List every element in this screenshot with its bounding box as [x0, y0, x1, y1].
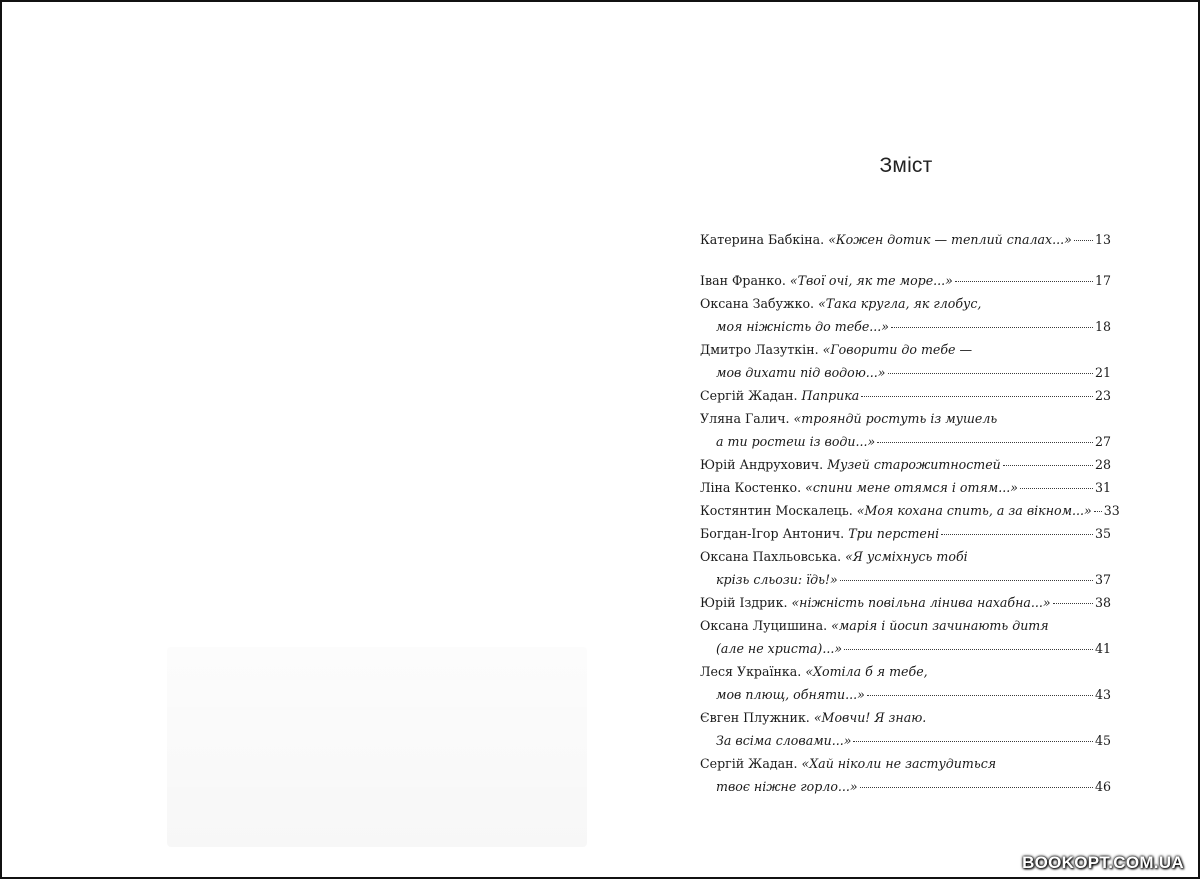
- entry-title: «Така кругла, як глобус,: [818, 296, 982, 311]
- entry-page-number: 28: [1094, 457, 1111, 472]
- toc-line: [700, 338, 1111, 361]
- dot-leader: [1094, 511, 1102, 512]
- entry-author: Сергій Жадан.: [700, 756, 798, 771]
- entry-author: Костянтин Москалець.: [700, 503, 853, 518]
- entry-page-number: 31: [1094, 480, 1111, 495]
- entry-author: Ліна Костенко.: [700, 480, 802, 495]
- entry-title: За всіма словами...»: [716, 733, 852, 748]
- entry-title: «Хотіла б я тебе,: [805, 664, 928, 679]
- entry-title: «ніжність повільна лінива нахабна...»: [791, 595, 1051, 610]
- entry-author: Юрій Андрухович.: [700, 457, 824, 472]
- entry-page-number: 46: [1094, 779, 1111, 794]
- entry-title: мов плющ, обняти...»: [716, 687, 865, 702]
- toc-line: [700, 361, 1111, 384]
- toc-line: [700, 315, 1111, 338]
- entry-title: Три перстені: [848, 526, 940, 541]
- dot-leader: [860, 787, 1093, 788]
- entry-author: Оксана Луцишина.: [700, 618, 828, 633]
- entry-title: твоє ніжне горло...»: [716, 779, 858, 794]
- dot-leader: [1020, 488, 1093, 489]
- entry-page-number: 35: [1094, 526, 1111, 541]
- toc-entry: [700, 338, 1111, 384]
- entry-title: «трояндй ростуть із мушель: [793, 411, 998, 426]
- toc-entry: [700, 453, 1111, 476]
- toc-line: [700, 453, 1111, 476]
- toc-line: [700, 269, 1111, 292]
- left-page: [2, 2, 600, 877]
- toc-line: [700, 729, 1111, 752]
- entry-title: моя ніжність до тебе...»: [716, 319, 889, 334]
- entry-title: Музей старожитностей: [827, 457, 1001, 472]
- entry-author: Катерина Бабкіна.: [700, 232, 825, 247]
- entry-page-number: 45: [1094, 733, 1111, 748]
- entry-author: Юрій Іздрик.: [700, 595, 788, 610]
- dot-leader: [844, 649, 1093, 650]
- toc-line: [700, 637, 1111, 660]
- entry-page-number: 33: [1103, 503, 1120, 518]
- toc-entry: [700, 292, 1111, 338]
- toc-line: [700, 683, 1111, 706]
- toc-entry: [700, 522, 1111, 545]
- entry-title: мов дихати під водою...»: [716, 365, 886, 380]
- toc-line: [700, 407, 1111, 430]
- dot-leader: [877, 442, 1093, 443]
- entry-title: (але не христа)...»: [716, 641, 843, 656]
- entry-title: а ти ростеш із води...»: [716, 434, 876, 449]
- toc-line: [700, 430, 1111, 453]
- entry-title: «Твої очі, як те море...»: [789, 273, 953, 288]
- entry-page-number: 17: [1094, 273, 1111, 288]
- entry-title: «Я усміхнусь тобі: [845, 549, 968, 564]
- entry-author: Оксана Забужко.: [700, 296, 815, 311]
- toc-line: [700, 292, 1111, 315]
- entry-author: Іван Франко.: [700, 273, 786, 288]
- toc-entry: [700, 476, 1111, 499]
- toc-line: [700, 568, 1111, 591]
- toc-line: [700, 476, 1111, 499]
- toc-line: [700, 545, 1111, 568]
- entry-title: «Хай ніколи не застудиться: [801, 756, 997, 771]
- toc-line: [700, 522, 1111, 545]
- toc-entry: [700, 614, 1111, 660]
- right-page: [600, 2, 1198, 877]
- dot-leader: [1053, 603, 1093, 604]
- toc-line: [700, 752, 1111, 775]
- toc-entry: [700, 660, 1111, 706]
- toc-entry: [700, 499, 1120, 522]
- toc-entry: [700, 228, 1111, 251]
- toc-line: [700, 591, 1111, 614]
- entry-author: Сергій Жадан.: [700, 388, 798, 403]
- toc-line: [700, 228, 1111, 251]
- entry-author: Євген Плужник.: [700, 710, 810, 725]
- entry-title: Паприка: [801, 388, 860, 403]
- entry-page-number: 41: [1094, 641, 1111, 656]
- dot-leader: [1003, 465, 1093, 466]
- toc-entry: [700, 407, 1111, 453]
- entry-author: Богдан-Ігор Антонич.: [700, 526, 845, 541]
- show-through-ghost: [167, 647, 587, 847]
- entry-author: Оксана Пахльовська.: [700, 549, 842, 564]
- entry-page-number: 13: [1094, 232, 1111, 247]
- toc-line: [700, 384, 1111, 407]
- dot-leader: [853, 741, 1092, 742]
- toc-line: [700, 614, 1111, 637]
- entry-title: крізь сльози: їдь!»: [716, 572, 838, 587]
- toc-entry: [700, 269, 1111, 292]
- entry-page-number: 27: [1094, 434, 1111, 449]
- dot-leader: [1074, 240, 1093, 241]
- entry-title: «Моя кохана спить, а за вікном...»: [856, 503, 1092, 518]
- toc-line: [700, 499, 1120, 522]
- entry-author: Леся Українка.: [700, 664, 802, 679]
- table-of-contents: [700, 228, 1120, 798]
- toc-title: Зміст: [879, 154, 933, 177]
- toc-entry: [700, 752, 1111, 798]
- entry-title: «марія і йосип зачинають дитя: [831, 618, 1049, 633]
- dot-leader: [941, 534, 1093, 535]
- toc-line: [700, 775, 1111, 798]
- entry-page-number: 38: [1094, 595, 1111, 610]
- entry-author: Дмитро Лазуткін.: [700, 342, 819, 357]
- toc-entry: [700, 591, 1111, 614]
- watermark: BOOKOPT.COM.UA: [1022, 853, 1184, 872]
- dot-leader: [891, 327, 1093, 328]
- toc-line: [700, 660, 1111, 683]
- entry-title: «Говорити до тебе —: [822, 342, 973, 357]
- entry-title: «спини мене отямся і отям...»: [805, 480, 1018, 495]
- toc-entry: [700, 545, 1111, 591]
- entry-page-number: 37: [1094, 572, 1111, 587]
- dot-leader: [955, 281, 1093, 282]
- toc-entry: [700, 384, 1111, 407]
- dot-leader: [840, 580, 1093, 581]
- dot-leader: [861, 396, 1093, 397]
- entry-page-number: 18: [1094, 319, 1111, 334]
- dot-leader: [888, 373, 1093, 374]
- entry-title: «Мовчи! Я знаю.: [813, 710, 927, 725]
- entry-page-number: 21: [1094, 365, 1111, 380]
- entry-title: «Кожен дотик — теплий спалах...»: [828, 232, 1072, 247]
- toc-entry: [700, 706, 1111, 752]
- entry-author: Уляна Галич.: [700, 411, 790, 426]
- entry-page-number: 43: [1094, 687, 1111, 702]
- toc-line: [700, 706, 1111, 729]
- dot-leader: [867, 695, 1093, 696]
- entry-page-number: 23: [1094, 388, 1111, 403]
